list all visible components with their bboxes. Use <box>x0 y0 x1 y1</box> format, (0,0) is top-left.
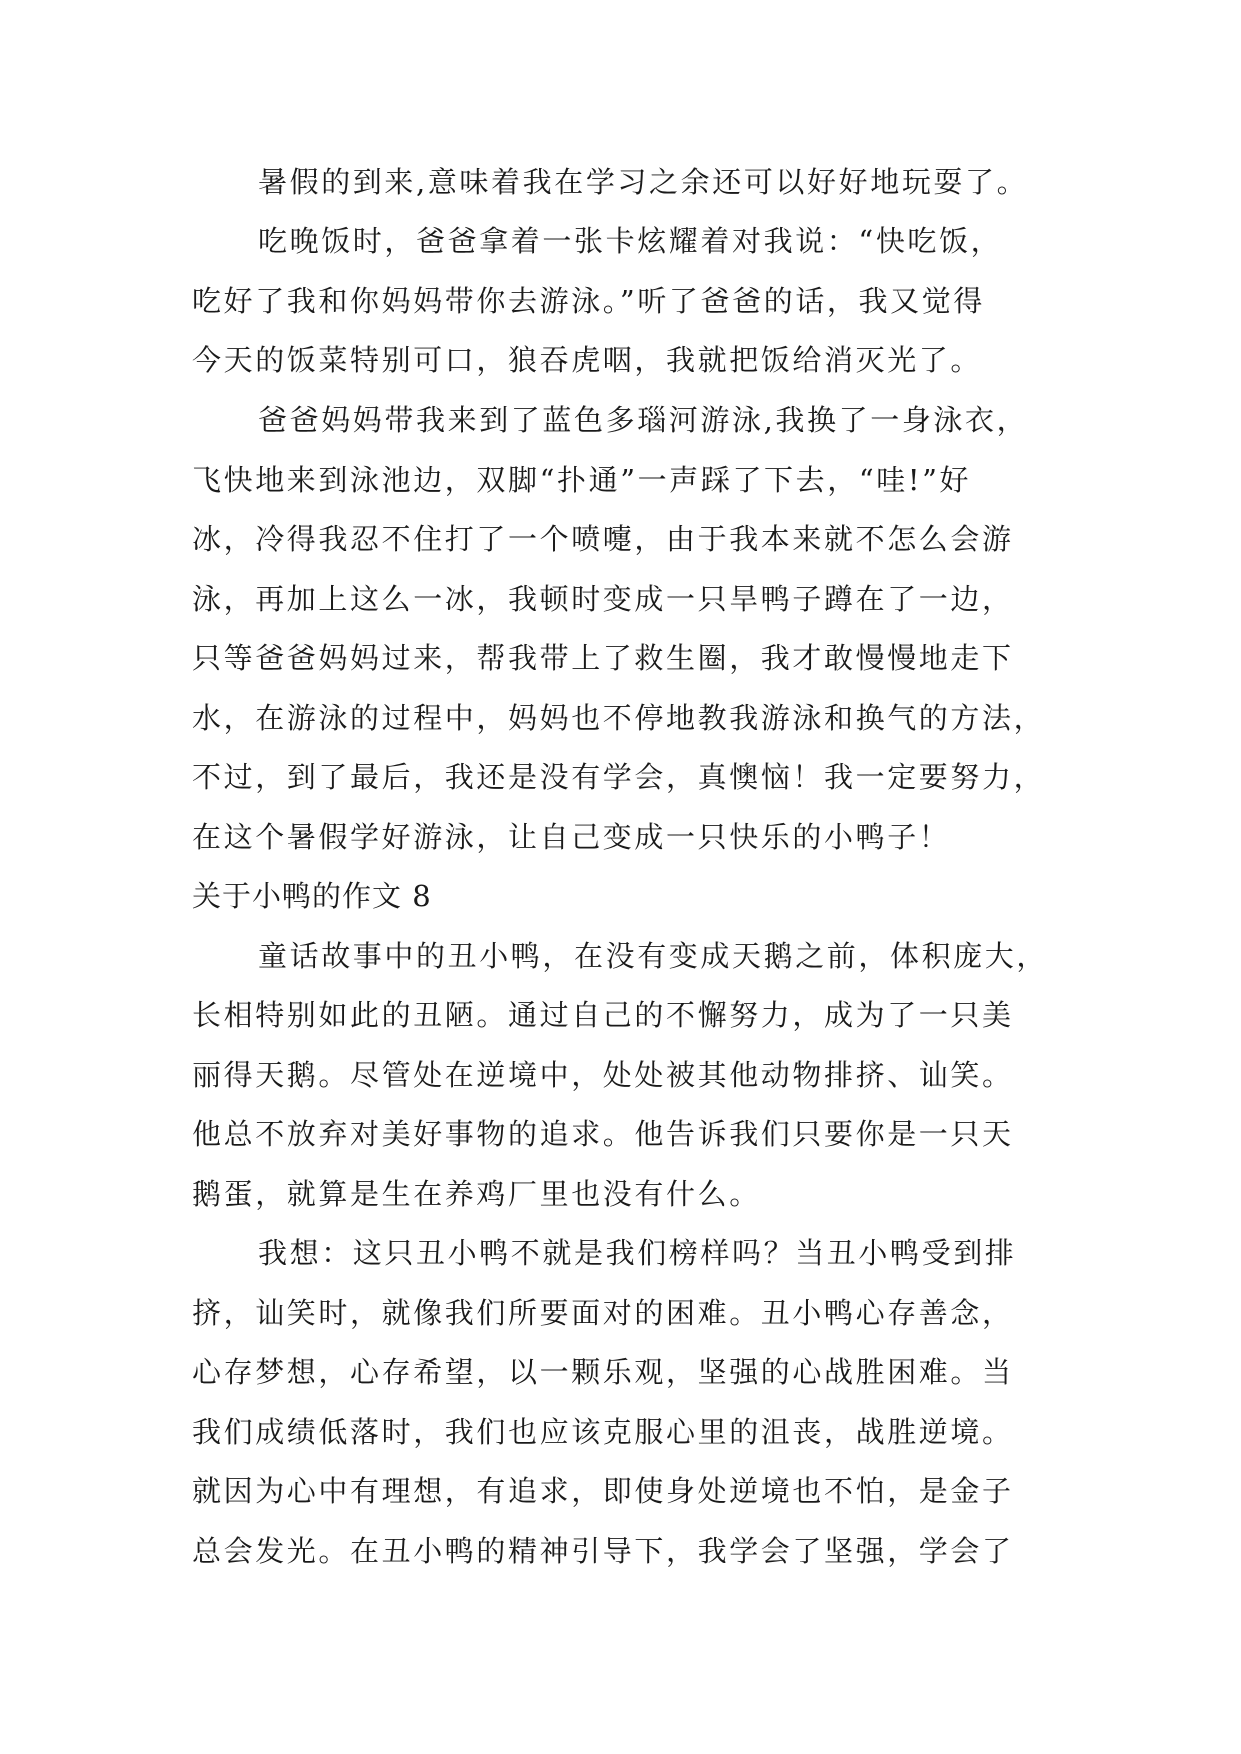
paragraph-line: 水，在游泳的过程中，妈妈也不停地教我游泳和换气的方法， <box>192 701 1046 735</box>
paragraph-line: 就因为心中有理想，有追求，即使身处逆境也不怕，是金子 <box>192 1474 1014 1508</box>
paragraph-line: 我想：这只丑小鸭不就是我们榜样吗？当丑小鸭受到排 <box>258 1236 1017 1270</box>
paragraph-line: 长相特别如此的丑陋。通过自己的不懈努力，成为了一只美 <box>192 998 1014 1032</box>
paragraph-line: 挤，讪笑时，就像我们所要面对的困难。丑小鸭心存善念， <box>192 1296 1014 1330</box>
paragraph-line: 我们成绩低落时，我们也应该克服心里的沮丧，战胜逆境。 <box>192 1415 1014 1449</box>
paragraph-line: 爸爸妈妈带我来到了蓝色多瑙河游泳,我换了一身泳衣， <box>258 403 1029 437</box>
paragraph-line: 他总不放弃对美好事物的追求。他告诉我们只要你是一只天 <box>192 1117 1014 1151</box>
paragraph-line: 暑假的到来,意味着我在学习之余还可以好好地玩耍了。 <box>258 165 1029 199</box>
paragraph-line: 泳，再加上这么一冰，我顿时变成一只旱鸭子蹲在了一边， <box>192 582 1014 616</box>
paragraph-line: 鹅蛋，就算是生在养鸡厂里也没有什么。 <box>192 1177 761 1211</box>
paragraph-line: 飞快地来到泳池边，双脚“扑通”一声踩了下去，“哇!”好 <box>192 463 972 497</box>
paragraph-line: 在这个暑假学好游泳，让自己变成一只快乐的小鸭子！ <box>192 820 951 854</box>
paragraph-line: 吃晚饭时，爸爸拿着一张卡炫耀着对我说：“快吃饭， <box>258 224 1003 258</box>
paragraph-line: 今天的饭菜特别可口，狼吞虎咽，我就把饭给消灭光了。 <box>192 343 983 377</box>
paragraph-line: 不过，到了最后，我还是没有学会，真懊恼！我一定要努力， <box>192 760 1046 794</box>
paragraph-line: 童话故事中的丑小鸭，在没有变成天鹅之前，体积庞大， <box>258 939 1049 973</box>
paragraph-line: 心存梦想，心存希望，以一颗乐观，坚强的心战胜困难。当 <box>192 1355 1014 1389</box>
paragraph-line: 只等爸爸妈妈过来，帮我带上了救生圈，我才敢慢慢地走下 <box>192 641 1014 675</box>
paragraph-line: 吃好了我和你妈妈带你去游泳。”听了爸爸的话，我又觉得 <box>192 284 985 318</box>
paragraph-line: 丽得天鹅。尽管处在逆境中，处处被其他动物排挤、讪笑。 <box>192 1058 1014 1092</box>
paragraph-line: 冰，冷得我忍不住打了一个喷嚏，由于我本来就不怎么会游 <box>192 522 1014 556</box>
paragraph-line: 总会发光。在丑小鸭的精神引导下，我学会了坚强，学会了 <box>192 1534 1014 1568</box>
section-heading: 关于小鸭的作文 8 <box>192 879 432 913</box>
